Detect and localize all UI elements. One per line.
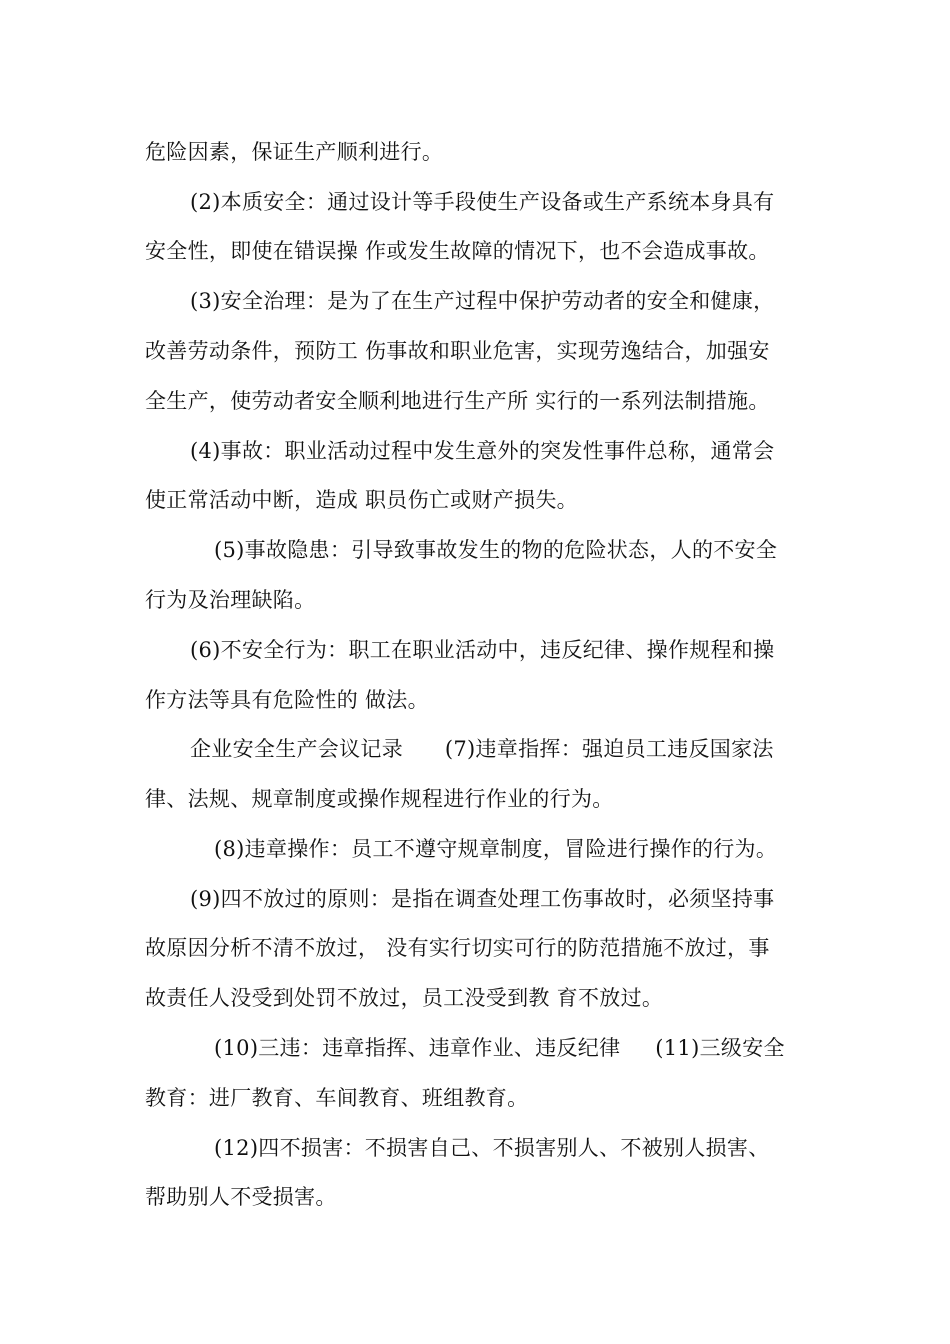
text-line: (12)四不损害：不损害自己、不损害别人、不被别人损害、 bbox=[214, 1136, 770, 1160]
text-line: 作方法等具有危险性的 做法。 bbox=[145, 688, 429, 712]
text-line: (9)四不放过的原则：是指在调查处理工伤事故时，必须坚持事 bbox=[190, 887, 775, 911]
text-line: (5)事故隐患：引导致事故发生的物的危险状态，人的不安全 bbox=[214, 538, 778, 562]
text-line: 安全性，即使在错误操 作或发生故障的情况下，也不会造成事故。 bbox=[145, 239, 770, 263]
text-line: 改善劳动条件，预防工 伤事故和职业危害，实现劳逸结合，加强安 bbox=[145, 339, 770, 363]
text-line: 教育：进厂教育、车间教育、班组教育。 bbox=[145, 1086, 529, 1110]
text-line: (4)事故：职业活动过程中发生意外的突发性事件总称，通常会 bbox=[190, 439, 775, 463]
text-line: 全生产，使劳动者安全顺利地进行生产所 实行的一系列法制措施。 bbox=[145, 389, 770, 413]
text-line: (8)违章操作：员工不遵守规章制度，冒险进行操作的行为。 bbox=[214, 837, 778, 861]
text-line: 律、法规、规章制度或操作规程进行作业的行为。 bbox=[145, 787, 614, 811]
text-line: (6)不安全行为：职工在职业活动中，违反纪律、操作规程和操 bbox=[190, 638, 775, 662]
text-line: 帮助别人不受损害。 bbox=[145, 1185, 337, 1209]
text-line: (3)安全治理：是为了在生产过程中保护劳动者的安全和健康， bbox=[190, 289, 775, 313]
text-line: 故责任人没受到处罚不放过，员工没受到教 育不放过。 bbox=[145, 986, 664, 1010]
text-line: (2)本质安全：通过设计等手段使生产设备或生产系统本身具有 bbox=[190, 190, 775, 214]
text-line: (10)三违：违章指挥、违章作业、违反纪律 (11)三级安全 bbox=[214, 1036, 785, 1060]
text-line: 使正常活动中断，造成 职员伤亡或财产损失。 bbox=[145, 488, 578, 512]
text-line: 危险因素，保证生产顺利进行。 bbox=[145, 140, 444, 164]
text-line: 行为及治理缺陷。 bbox=[145, 588, 316, 612]
text-line: 故原因分析不清不放过， 没有实行切实可行的防范措施不放过，事 bbox=[145, 936, 770, 960]
text-line: 企业安全生产会议记录 (7)违章指挥：强迫员工违反国家法 bbox=[190, 737, 774, 761]
